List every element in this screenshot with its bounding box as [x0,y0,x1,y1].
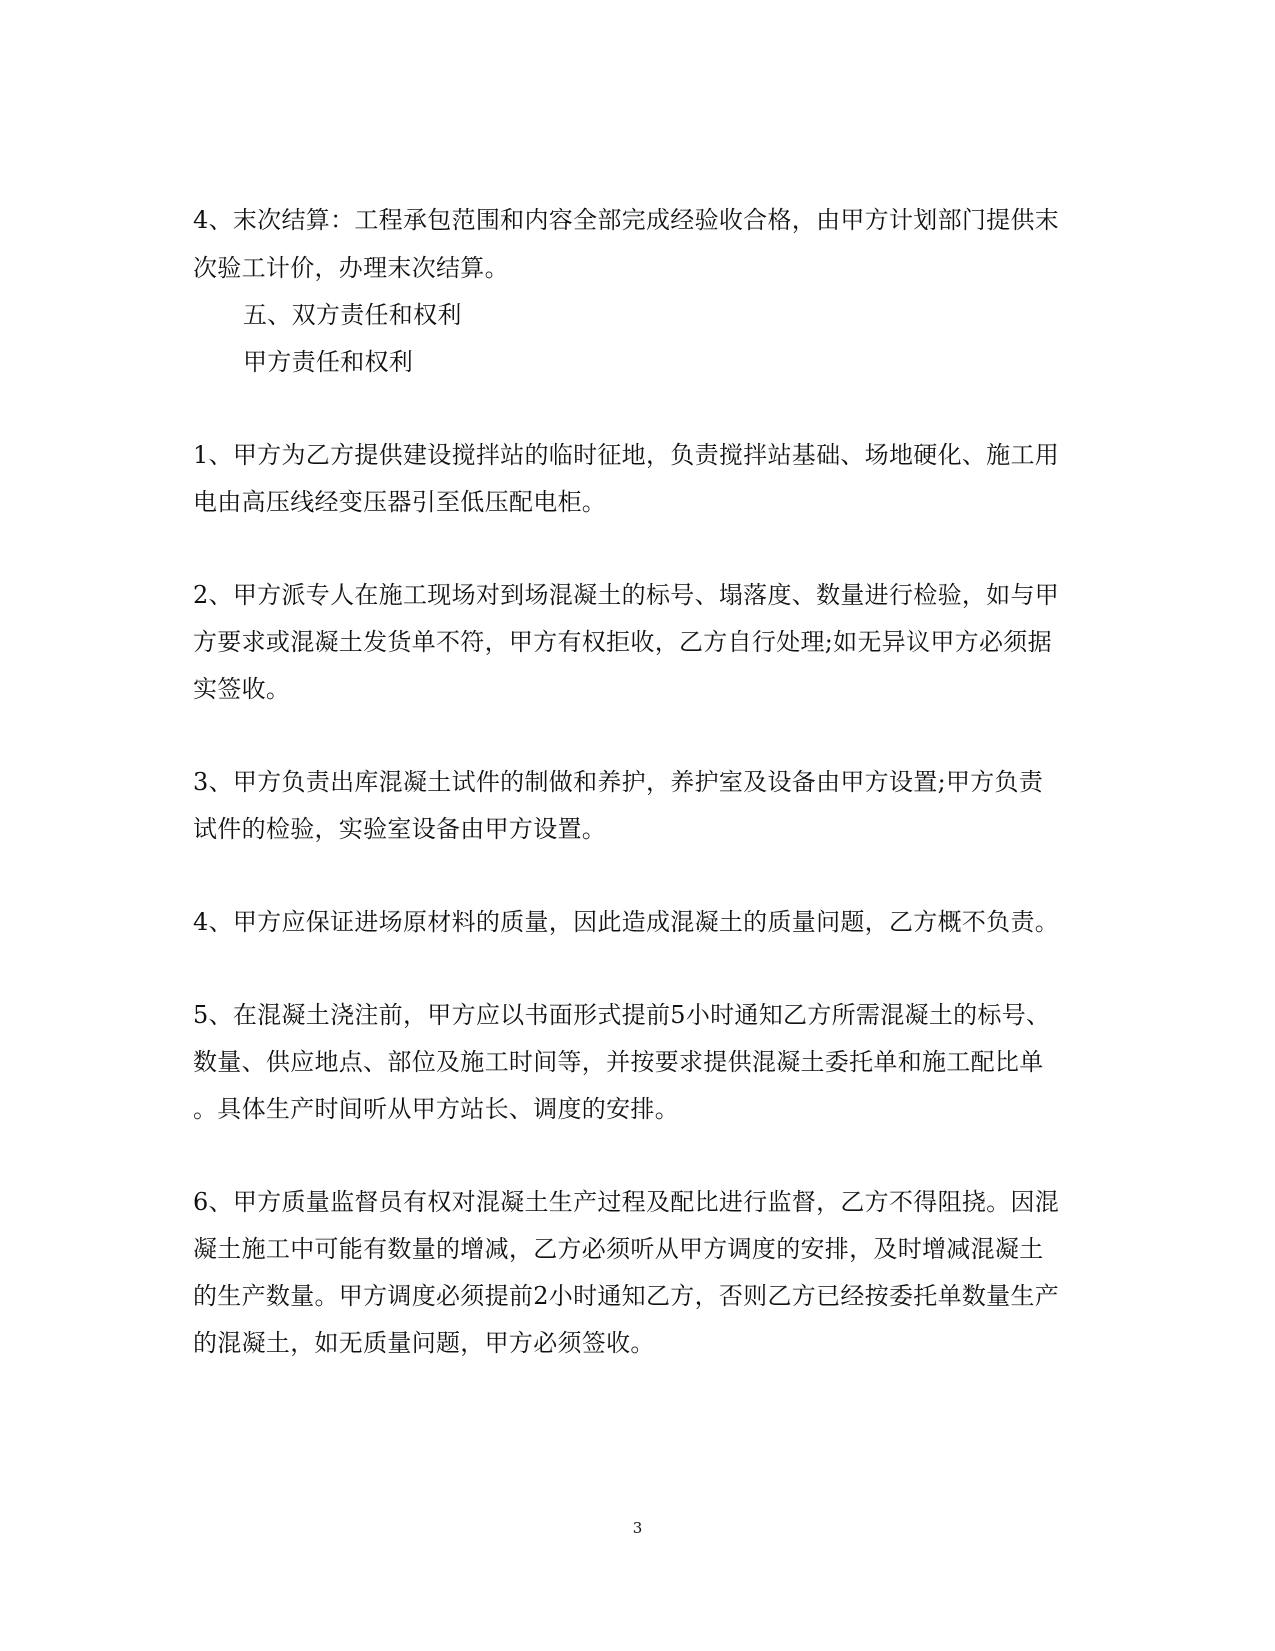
subsection-heading: 甲方责任和权利 [243,348,414,376]
page-number: 3 [632,1519,643,1537]
paragraph-line: 凝土施工中可能有数量的增减，乙方必须听从甲方调度的安排，及时增减混凝土 [193,1235,1044,1263]
paragraph-line: 4、末次结算：工程承包范围和内容全部完成经验收合格，由甲方计划部门提供末 [193,206,1060,234]
paragraph-line: 电由高压线经变压器引至低压配电柜。 [193,488,607,516]
paragraph-line: 试件的检验，实验室设备由甲方设置。 [193,815,607,843]
paragraph-line: 方要求或混凝土发货单不符，甲方有权拒收，乙方自行处理;如无异议甲方必须据 [193,628,1052,656]
paragraph-line: 5、在混凝土浇注前，甲方应以书面形式提前5小时通知乙方所需混凝土的标号、 [193,1001,1051,1029]
paragraph-line: 实签收。 [193,675,291,703]
paragraph-line: 2、甲方派专人在施工现场对到场混凝土的标号、塌落度、数量进行检验，如与甲 [193,581,1060,609]
paragraph-line: 的混凝土，如无质量问题，甲方必须签收。 [193,1329,655,1357]
section-heading: 五、双方责任和权利 [243,301,462,329]
paragraph-line: 次验工计价，办理末次结算。 [193,254,509,282]
paragraph-line: 。具体生产时间听从甲方站长、调度的安排。 [193,1095,679,1123]
paragraph-line: 1、甲方为乙方提供建设搅拌站的临时征地，负责搅拌站基础、场地硬化、施工用 [193,441,1060,469]
paragraph-line: 数量、供应地点、部位及施工时间等，并按要求提供混凝土委托单和施工配比单 [193,1048,1044,1076]
paragraph-line: 的生产数量。甲方调度必须提前2小时通知乙方，否则乙方已经按委托单数量生产 [193,1282,1060,1310]
paragraph-line: 6、甲方质量监督员有权对混凝土生产过程及配比进行监督，乙方不得阻挠。因混 [193,1188,1060,1216]
paragraph-line: 3、甲方负责出库混凝土试件的制做和养护，养护室及设备由甲方设置;甲方负责 [193,768,1044,796]
paragraph-line: 4、甲方应保证进场原材料的质量，因此造成混凝土的质量问题，乙方概不负责。 [193,908,1060,936]
